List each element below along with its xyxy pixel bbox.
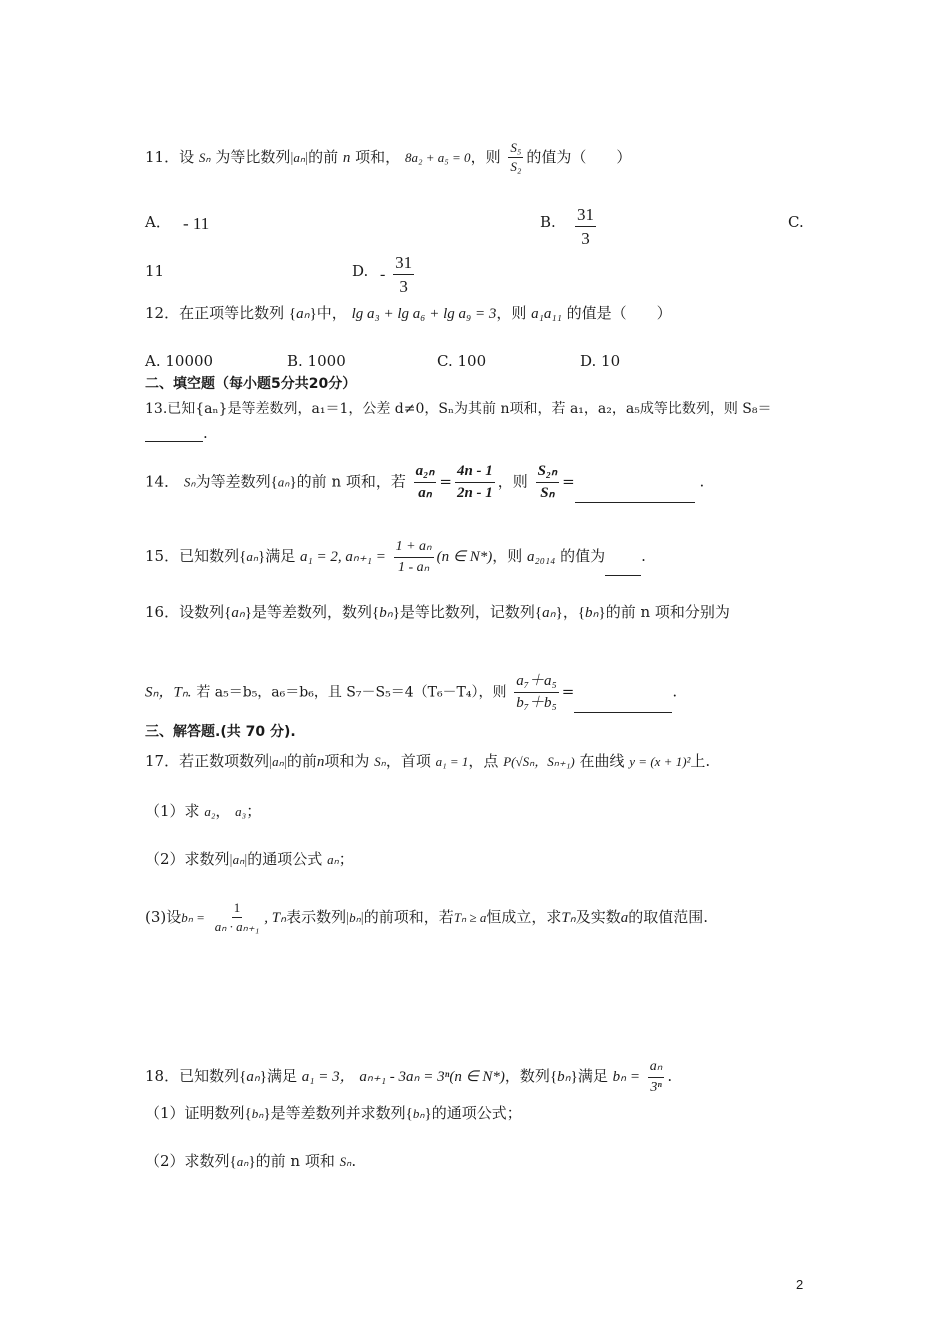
q11-option-d-label: D. [352,262,369,280]
q16-stem: 16．设数列{aₙ}是等差数列，数列{bₙ}是等比数列，记数列{aₙ}，{bₙ}的前 n 项和分别为 [145,603,730,621]
q17-part3: (3)设bₙ = $\frac{1}{\text{aₙ · aₙ₊₁}}$ , Tₙ表示数列|bₙ|的前项和，若Tₙ ≥ a恒成立，求Tₙ及实数a的取值范围. [145,900,708,935]
section-solution-heading: 三、解答题.(共 70 分). [145,724,296,740]
q17-part2: （2）求数列|aₙ|的通项公式 aₙ； [145,850,354,868]
q17-part1: （1）求 a₂， a₃； [145,802,262,820]
q15-stem: 15．已知数列{aₙ}满足 a₁ = 2, aₙ₊₁ = $\frac{\text{1 + aₙ}}{\text{1 - aₙ}}$ (n ∈ N*)，则 a₂₀₁₄ 的值为 . [145,539,646,575]
q18-part2: （2）求数列{aₙ}的前 n 项和 Sₙ. [145,1152,357,1170]
q11-option-b: $\frac{31}{3}$ [577,205,594,249]
q11-option-a-label: A． [145,213,171,231]
q16-line2: Sₙ，Tₙ. 若 a₅＝b₅，a₆＝b₆，且 S₇－S₅＝4（T₆－T₄），则 $\frac{\text{a₇＋a₅}}{\text{b₇＋b₅}}$ = . [145,673,678,711]
section-fill-in-heading: 二、填空题（每小题5分共20分） [145,376,357,392]
q18-stem: 18．已知数列{aₙ}满足 a₁ = 3， aₙ₊₁ - 3aₙ = 3ⁿ(n ∈ N*)，数列{bₙ}满足 bₙ = $\frac{\text{aₙ}}{\text{3ⁿ}}$ . [145,1059,673,1095]
q11-option-a: - 11 [183,214,210,233]
q12-option-b: B. 1000 [287,352,346,370]
q17-stem: 17．若正数项数列|aₙ|的前n项和为 Sₙ，首项 a₁ = 1，点 P(√Sₙ，Sₙ₊₁) 在曲线 y = (x + 1)²上. [145,752,711,770]
q11-option-b-label: B. [540,213,556,231]
q14-stem: 14． Sₙ为等差数列{aₙ}的前 n 项和，若 $\frac{\text{a₂ₙ}}{\text{aₙ}}$ = $\frac{4n - 1}{2n - 1}$ ，则 $\frac{\text{S₂ₙ}}{\text{Sₙ}}$ = . [145,463,705,501]
q13-answer-line: . [145,424,208,442]
s5-over-s2: $\frac{\text{S₅}}{\text{S₂}}$ [510,140,522,175]
q11-option-c-label: C. [788,213,804,231]
q11-option-c: 11 [145,262,165,280]
q12-option-c: C. 100 [437,352,487,370]
page-number: 2 [796,1277,804,1292]
q18-part1: （1）证明数列{bₙ}是等差数列并求数列{bₙ}的通项公式； [145,1104,522,1122]
q11-stem: 11．设 Sₙ 为等比数列|aₙ|的前 n 项和， 8a₂ + a₅ = 0，则 $\frac{\text{S₅}}{\text{S₂}}$ 的值为（ ） [145,140,632,175]
q12-option-a: A. 10000 [145,352,214,370]
q13-stem: 13.已知{aₙ}是等差数列，a₁＝1，公差 d≠0，Sₙ为其前 n项和，若 a₁，a₂，a₅成等比数列，则 S₈＝ [145,401,772,417]
q12-stem: 12．在正项等比数列 {aₙ}中， lg a₃ + lg a₆ + lg a₉ = 3，则 a₁a₁₁ 的值是（ ） [145,304,672,322]
q11-option-d: - $\frac{31}{3}$ [380,253,413,297]
q12-option-d: D. 10 [580,352,621,370]
